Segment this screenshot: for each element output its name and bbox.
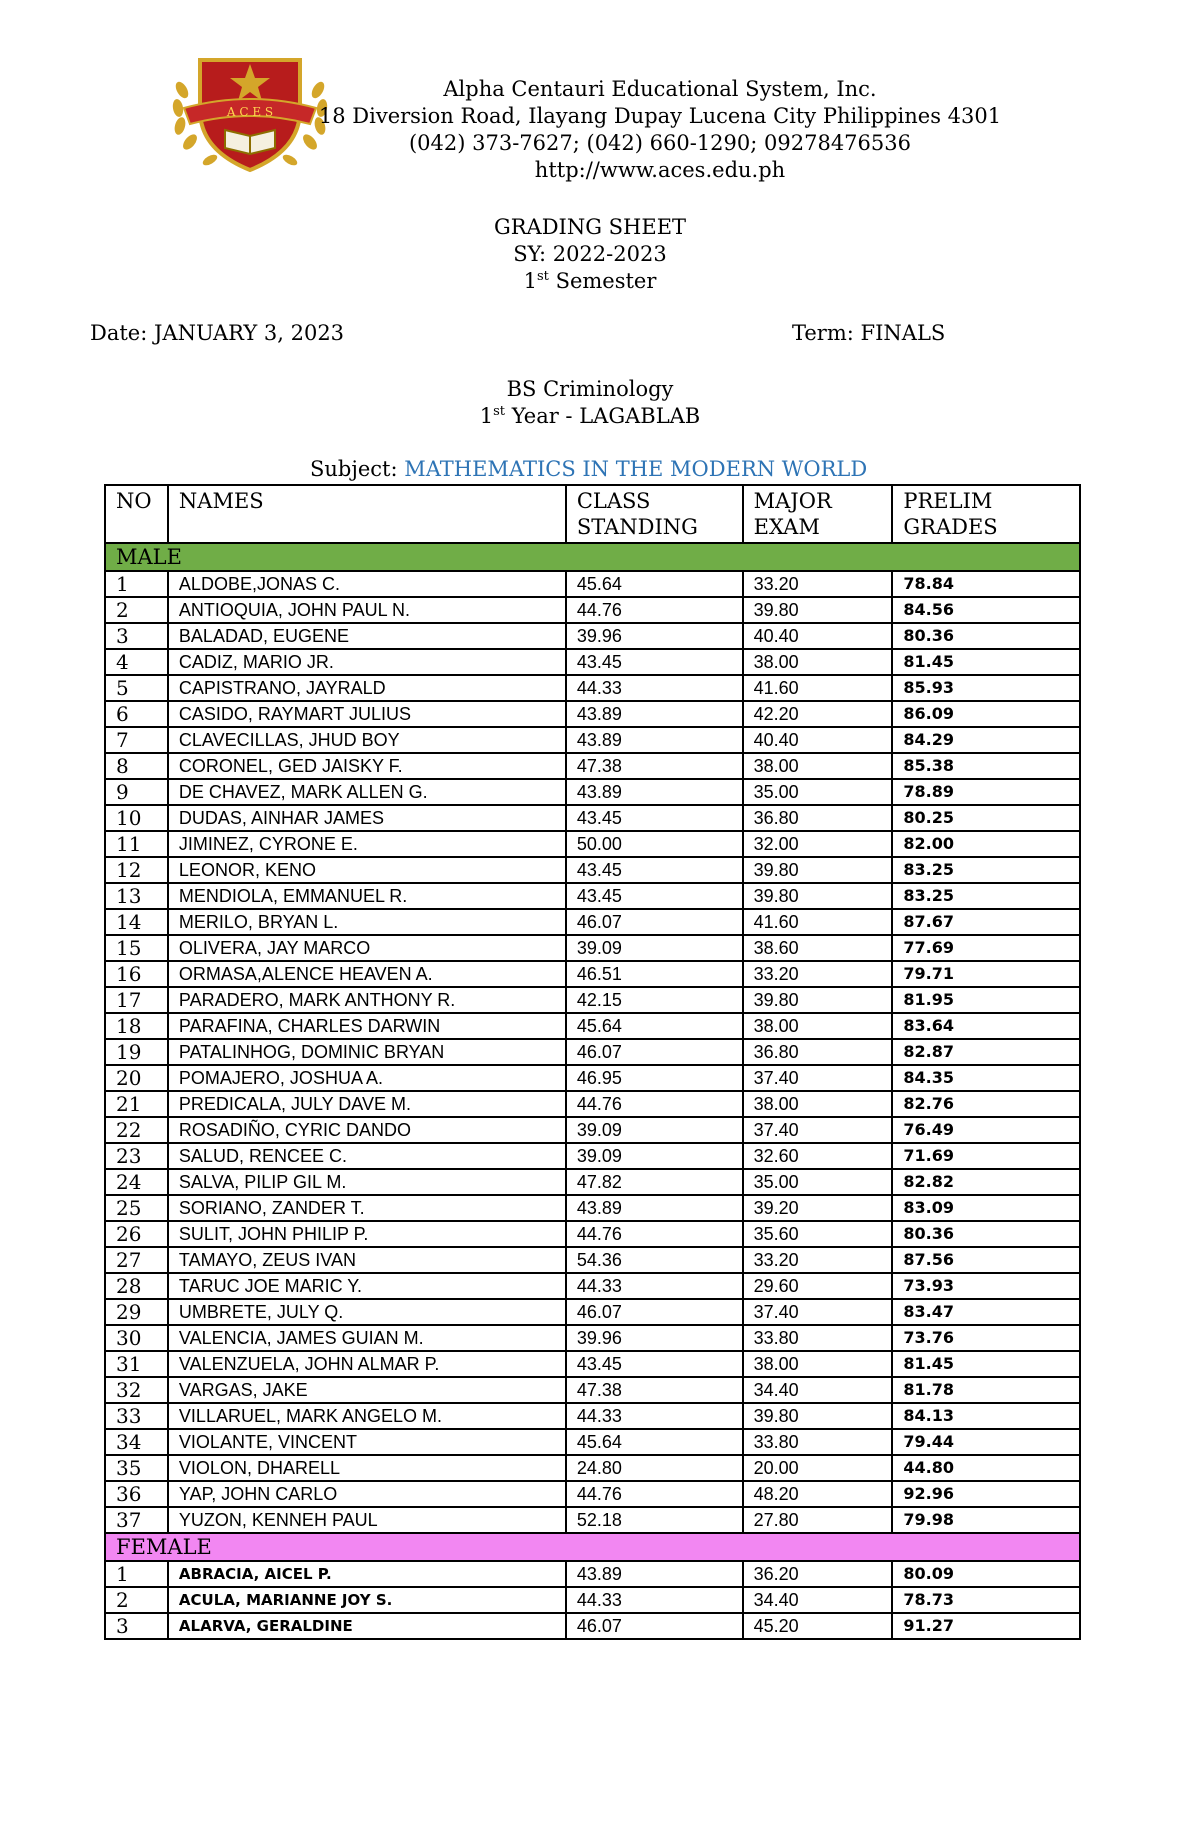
row-number: 24 [105, 1169, 168, 1195]
prelim-grade: 78.89 [892, 779, 1080, 805]
table-row [105, 1481, 1080, 1507]
subject-value: MATHEMATICS IN THE MODERN WORLD [404, 457, 868, 481]
prelim-grade: 81.95 [892, 987, 1080, 1013]
student-name: ALARVA, GERALDINE [168, 1613, 566, 1639]
table-row [105, 727, 1080, 753]
class-standing: 42.15 [566, 987, 743, 1013]
class-standing: 43.45 [566, 857, 743, 883]
table-row [105, 1065, 1080, 1091]
major-exam: 38.00 [743, 753, 893, 779]
course-block [390, 376, 790, 430]
student-name: DE CHAVEZ, MARK ALLEN G. [168, 779, 566, 805]
table-row [105, 1273, 1080, 1299]
major-exam: 32.60 [743, 1143, 893, 1169]
table-row [105, 1351, 1080, 1377]
class-standing: 44.76 [566, 1221, 743, 1247]
class-standing: 24.80 [566, 1455, 743, 1481]
class-standing: 44.33 [566, 1273, 743, 1299]
table-header-row [105, 485, 1080, 543]
major-exam: 45.20 [743, 1613, 893, 1639]
sheet-title: GRADING SHEET [493, 215, 687, 239]
major-exam: 20.00 [743, 1455, 893, 1481]
student-name: CLAVECILLAS, JHUD BOY [168, 727, 566, 753]
student-name: MERILO, BRYAN L. [168, 909, 566, 935]
prelim-grade: 79.71 [892, 961, 1080, 987]
table-row [105, 1507, 1080, 1533]
major-exam: 39.80 [743, 987, 893, 1013]
student-name: CAPISTRANO, JAYRALD [168, 675, 566, 701]
student-name: ANTIOQUIA, JOHN PAUL N. [168, 597, 566, 623]
table-row [105, 1587, 1080, 1613]
row-number: 6 [105, 701, 168, 727]
row-number: 22 [105, 1117, 168, 1143]
major-exam: 33.20 [743, 1247, 893, 1273]
female-section-label: FEMALE [105, 1533, 1080, 1561]
student-name: MENDIOLA, EMMANUEL R. [168, 883, 566, 909]
row-number: 36 [105, 1481, 168, 1507]
sheet-title-block [390, 214, 790, 295]
prelim-grade: 83.64 [892, 1013, 1080, 1039]
class-standing: 43.89 [566, 1561, 743, 1587]
class-standing: 44.33 [566, 1587, 743, 1613]
major-exam: 38.00 [743, 1351, 893, 1377]
row-number: 7 [105, 727, 168, 753]
class-standing: 46.51 [566, 961, 743, 987]
class-standing: 45.64 [566, 1013, 743, 1039]
student-name: TARUC JOE MARIC Y. [168, 1273, 566, 1299]
student-name: ACULA, MARIANNE JOY S. [168, 1587, 566, 1613]
prelim-grade: 81.45 [892, 1351, 1080, 1377]
row-number: 16 [105, 961, 168, 987]
row-number: 17 [105, 987, 168, 1013]
class-standing: 43.45 [566, 805, 743, 831]
table-row [105, 831, 1080, 857]
student-name: JIMINEZ, CYRONE E. [168, 831, 566, 857]
svg-text:A C E S: A C E S [226, 105, 274, 119]
major-exam: 39.80 [743, 597, 893, 623]
class-standing: 52.18 [566, 1507, 743, 1533]
student-name: SULIT, JOHN PHILIP P. [168, 1221, 566, 1247]
class-standing: 39.09 [566, 1117, 743, 1143]
student-name: PARAFINA, CHARLES DARWIN [168, 1013, 566, 1039]
program: BS Criminology [506, 377, 674, 401]
major-exam: 36.80 [743, 1039, 893, 1065]
date-field [90, 321, 344, 345]
class-standing: 44.76 [566, 1481, 743, 1507]
table-row [105, 805, 1080, 831]
semester: 1st Semester [523, 269, 657, 293]
table-row [105, 909, 1080, 935]
student-name: UMBRETE, JULY Q. [168, 1299, 566, 1325]
class-standing: 54.36 [566, 1247, 743, 1273]
year-section: 1st Year - LAGABLAB [479, 404, 701, 428]
row-number: 4 [105, 649, 168, 675]
prelim-grade: 84.13 [892, 1403, 1080, 1429]
row-number: 31 [105, 1351, 168, 1377]
row-number: 3 [105, 1613, 168, 1639]
table-row [105, 883, 1080, 909]
table-row [105, 571, 1080, 597]
table-row [105, 1455, 1080, 1481]
row-number: 14 [105, 909, 168, 935]
school-header [300, 76, 1020, 184]
table-row [105, 675, 1080, 701]
major-exam: 32.00 [743, 831, 893, 857]
student-name: VILLARUEL, MARK ANGELO M. [168, 1403, 566, 1429]
class-standing: 43.45 [566, 649, 743, 675]
table-row [105, 597, 1080, 623]
class-standing: 43.45 [566, 883, 743, 909]
student-name: PREDICALA, JULY DAVE M. [168, 1091, 566, 1117]
prelim-grade: 82.82 [892, 1169, 1080, 1195]
row-number: 3 [105, 623, 168, 649]
class-standing: 46.07 [566, 1039, 743, 1065]
major-exam: 39.80 [743, 857, 893, 883]
row-number: 23 [105, 1143, 168, 1169]
major-exam: 48.20 [743, 1481, 893, 1507]
table-row [105, 857, 1080, 883]
row-number: 8 [105, 753, 168, 779]
subject-line [310, 457, 867, 481]
table-row [105, 987, 1080, 1013]
class-standing: 44.33 [566, 1403, 743, 1429]
student-name: PARADERO, MARK ANTHONY R. [168, 987, 566, 1013]
student-name: CADIZ, MARIO JR. [168, 649, 566, 675]
class-standing: 43.89 [566, 701, 743, 727]
major-exam: 38.00 [743, 649, 893, 675]
major-exam: 39.80 [743, 883, 893, 909]
row-number: 2 [105, 1587, 168, 1613]
row-number: 26 [105, 1221, 168, 1247]
major-exam: 41.60 [743, 909, 893, 935]
prelim-grade: 73.93 [892, 1273, 1080, 1299]
student-name: SALVA, PILIP GIL M. [168, 1169, 566, 1195]
prelim-grade: 84.56 [892, 597, 1080, 623]
class-standing: 47.38 [566, 1377, 743, 1403]
major-exam: 33.20 [743, 961, 893, 987]
row-number: 27 [105, 1247, 168, 1273]
class-standing: 43.45 [566, 1351, 743, 1377]
table-row [105, 1429, 1080, 1455]
row-number: 21 [105, 1091, 168, 1117]
student-name: VALENCIA, JAMES GUIAN M. [168, 1325, 566, 1351]
prelim-grade: 84.35 [892, 1065, 1080, 1091]
table-row [105, 701, 1080, 727]
class-standing: 44.76 [566, 597, 743, 623]
table-row [105, 1247, 1080, 1273]
major-exam: 37.40 [743, 1065, 893, 1091]
row-number: 34 [105, 1429, 168, 1455]
prelim-grade: 80.36 [892, 623, 1080, 649]
student-name: YAP, JOHN CARLO [168, 1481, 566, 1507]
class-standing: 46.07 [566, 1613, 743, 1639]
table-row [105, 1403, 1080, 1429]
student-name: PATALINHOG, DOMINIC BRYAN [168, 1039, 566, 1065]
table-row [105, 1169, 1080, 1195]
row-number: 13 [105, 883, 168, 909]
table-row [105, 1013, 1080, 1039]
class-standing: 43.89 [566, 727, 743, 753]
major-exam: 37.40 [743, 1299, 893, 1325]
male-section-label: MALE [105, 543, 1080, 571]
table-row [105, 1325, 1080, 1351]
header-prelim-grades: PRELIM GRADES [892, 485, 1080, 543]
table-row [105, 1143, 1080, 1169]
prelim-grade: 85.38 [892, 753, 1080, 779]
prelim-grade: 82.76 [892, 1091, 1080, 1117]
row-number: 18 [105, 1013, 168, 1039]
prelim-grade: 92.96 [892, 1481, 1080, 1507]
major-exam: 33.20 [743, 571, 893, 597]
org-address: 18 Diversion Road, Ilayang Dupay Lucena City Philippines 4301 [318, 104, 1002, 128]
subject-label: Subject: [310, 457, 398, 481]
table-row [105, 1377, 1080, 1403]
table-row [105, 1091, 1080, 1117]
grades-table [104, 484, 1081, 1640]
class-standing: 43.89 [566, 779, 743, 805]
student-name: VARGAS, JAKE [168, 1377, 566, 1403]
major-exam: 35.60 [743, 1221, 893, 1247]
school-year: SY: 2022-2023 [513, 242, 667, 266]
row-number: 35 [105, 1455, 168, 1481]
major-exam: 42.20 [743, 701, 893, 727]
major-exam: 39.80 [743, 1403, 893, 1429]
row-number: 1 [105, 1561, 168, 1587]
row-number: 9 [105, 779, 168, 805]
prelim-grade: 83.25 [892, 883, 1080, 909]
class-standing: 43.89 [566, 1195, 743, 1221]
row-number: 11 [105, 831, 168, 857]
prelim-grade: 44.80 [892, 1455, 1080, 1481]
major-exam: 41.60 [743, 675, 893, 701]
student-name: VIOLANTE, VINCENT [168, 1429, 566, 1455]
prelim-grade: 80.25 [892, 805, 1080, 831]
student-name: ABRACIA, AICEL P. [168, 1561, 566, 1587]
table-row [105, 753, 1080, 779]
term-field [792, 321, 945, 345]
major-exam: 34.40 [743, 1587, 893, 1613]
row-number: 15 [105, 935, 168, 961]
table-row [105, 623, 1080, 649]
prelim-grade: 82.87 [892, 1039, 1080, 1065]
table-row [105, 1613, 1080, 1639]
prelim-grade: 78.73 [892, 1587, 1080, 1613]
class-standing: 46.07 [566, 1299, 743, 1325]
row-number: 37 [105, 1507, 168, 1533]
table-row [105, 1299, 1080, 1325]
prelim-grade: 83.25 [892, 857, 1080, 883]
header-names: NAMES [168, 485, 566, 543]
student-name: ROSADIÑO, CYRIC DANDO [168, 1117, 566, 1143]
table-row [105, 779, 1080, 805]
major-exam: 35.00 [743, 779, 893, 805]
row-number: 32 [105, 1377, 168, 1403]
table-row [105, 1195, 1080, 1221]
prelim-grade: 87.67 [892, 909, 1080, 935]
prelim-grade: 91.27 [892, 1613, 1080, 1639]
class-standing: 46.95 [566, 1065, 743, 1091]
student-name: TAMAYO, ZEUS IVAN [168, 1247, 566, 1273]
table-row [105, 649, 1080, 675]
prelim-grade: 79.44 [892, 1429, 1080, 1455]
table-row [105, 935, 1080, 961]
class-standing: 39.96 [566, 1325, 743, 1351]
student-name: CASIDO, RAYMART JULIUS [168, 701, 566, 727]
prelim-grade: 87.56 [892, 1247, 1080, 1273]
row-number: 19 [105, 1039, 168, 1065]
class-standing: 39.96 [566, 623, 743, 649]
term-label: Term: [792, 321, 854, 345]
major-exam: 29.60 [743, 1273, 893, 1299]
row-number: 20 [105, 1065, 168, 1091]
table-row [105, 1561, 1080, 1587]
class-standing: 39.09 [566, 935, 743, 961]
class-standing: 44.76 [566, 1091, 743, 1117]
org-name: Alpha Centauri Educational System, Inc. [443, 77, 877, 101]
student-name: LEONOR, KENO [168, 857, 566, 883]
row-number: 1 [105, 571, 168, 597]
row-number: 29 [105, 1299, 168, 1325]
female-section [105, 1533, 1080, 1561]
prelim-grade: 86.09 [892, 701, 1080, 727]
student-name: ORMASA,ALENCE HEAVEN A. [168, 961, 566, 987]
student-name: DUDAS, AINHAR JAMES [168, 805, 566, 831]
prelim-grade: 84.29 [892, 727, 1080, 753]
org-phones: (042) 373-7627; (042) 660-1290; 09278476536 [408, 131, 911, 155]
row-number: 12 [105, 857, 168, 883]
class-standing: 39.09 [566, 1143, 743, 1169]
class-standing: 45.64 [566, 571, 743, 597]
major-exam: 39.20 [743, 1195, 893, 1221]
major-exam: 35.00 [743, 1169, 893, 1195]
prelim-grade: 77.69 [892, 935, 1080, 961]
class-standing: 50.00 [566, 831, 743, 857]
student-name: YUZON, KENNEH PAUL [168, 1507, 566, 1533]
prelim-grade: 80.36 [892, 1221, 1080, 1247]
major-exam: 40.40 [743, 623, 893, 649]
major-exam: 38.00 [743, 1091, 893, 1117]
prelim-grade: 78.84 [892, 571, 1080, 597]
row-number: 10 [105, 805, 168, 831]
major-exam: 33.80 [743, 1325, 893, 1351]
student-name: CORONEL, GED JAISKY F. [168, 753, 566, 779]
major-exam: 36.80 [743, 805, 893, 831]
header-major-exam: MAJOR EXAM [743, 485, 893, 543]
org-website[interactable]: http://www.aces.edu.ph [534, 158, 786, 182]
row-number: 25 [105, 1195, 168, 1221]
student-name: VALENZUELA, JOHN ALMAR P. [168, 1351, 566, 1377]
table-row [105, 1117, 1080, 1143]
date-label: Date: [90, 321, 148, 345]
student-name: OLIVERA, JAY MARCO [168, 935, 566, 961]
prelim-grade: 76.49 [892, 1117, 1080, 1143]
row-number: 28 [105, 1273, 168, 1299]
class-standing: 44.33 [566, 675, 743, 701]
major-exam: 33.80 [743, 1429, 893, 1455]
prelim-grade: 80.09 [892, 1561, 1080, 1587]
major-exam: 37.40 [743, 1117, 893, 1143]
class-standing: 47.82 [566, 1169, 743, 1195]
prelim-grade: 81.78 [892, 1377, 1080, 1403]
header-no: NO [105, 485, 168, 543]
student-name: ALDOBE,JONAS C. [168, 571, 566, 597]
student-name: VIOLON, DHARELL [168, 1455, 566, 1481]
major-exam: 27.80 [743, 1507, 893, 1533]
prelim-grade: 81.45 [892, 649, 1080, 675]
prelim-grade: 83.09 [892, 1195, 1080, 1221]
major-exam: 34.40 [743, 1377, 893, 1403]
major-exam: 40.40 [743, 727, 893, 753]
prelim-grade: 71.69 [892, 1143, 1080, 1169]
prelim-grade: 82.00 [892, 831, 1080, 857]
row-number: 2 [105, 597, 168, 623]
row-number: 33 [105, 1403, 168, 1429]
table-row [105, 1039, 1080, 1065]
prelim-grade: 73.76 [892, 1325, 1080, 1351]
row-number: 5 [105, 675, 168, 701]
major-exam: 38.00 [743, 1013, 893, 1039]
header-class-standing: CLASS STANDING [566, 485, 743, 543]
table-body [105, 543, 1080, 1639]
row-number: 30 [105, 1325, 168, 1351]
table-row [105, 1221, 1080, 1247]
class-standing: 46.07 [566, 909, 743, 935]
date-value: JANUARY 3, 2023 [154, 321, 345, 345]
prelim-grade: 85.93 [892, 675, 1080, 701]
major-exam: 36.20 [743, 1561, 893, 1587]
student-name: SALUD, RENCEE C. [168, 1143, 566, 1169]
student-name: POMAJERO, JOSHUA A. [168, 1065, 566, 1091]
class-standing: 45.64 [566, 1429, 743, 1455]
major-exam: 38.60 [743, 935, 893, 961]
table-row [105, 961, 1080, 987]
student-name: BALADAD, EUGENE [168, 623, 566, 649]
term-value: FINALS [860, 321, 946, 345]
prelim-grade: 83.47 [892, 1299, 1080, 1325]
prelim-grade: 79.98 [892, 1507, 1080, 1533]
class-standing: 47.38 [566, 753, 743, 779]
male-section [105, 543, 1080, 571]
student-name: SORIANO, ZANDER T. [168, 1195, 566, 1221]
